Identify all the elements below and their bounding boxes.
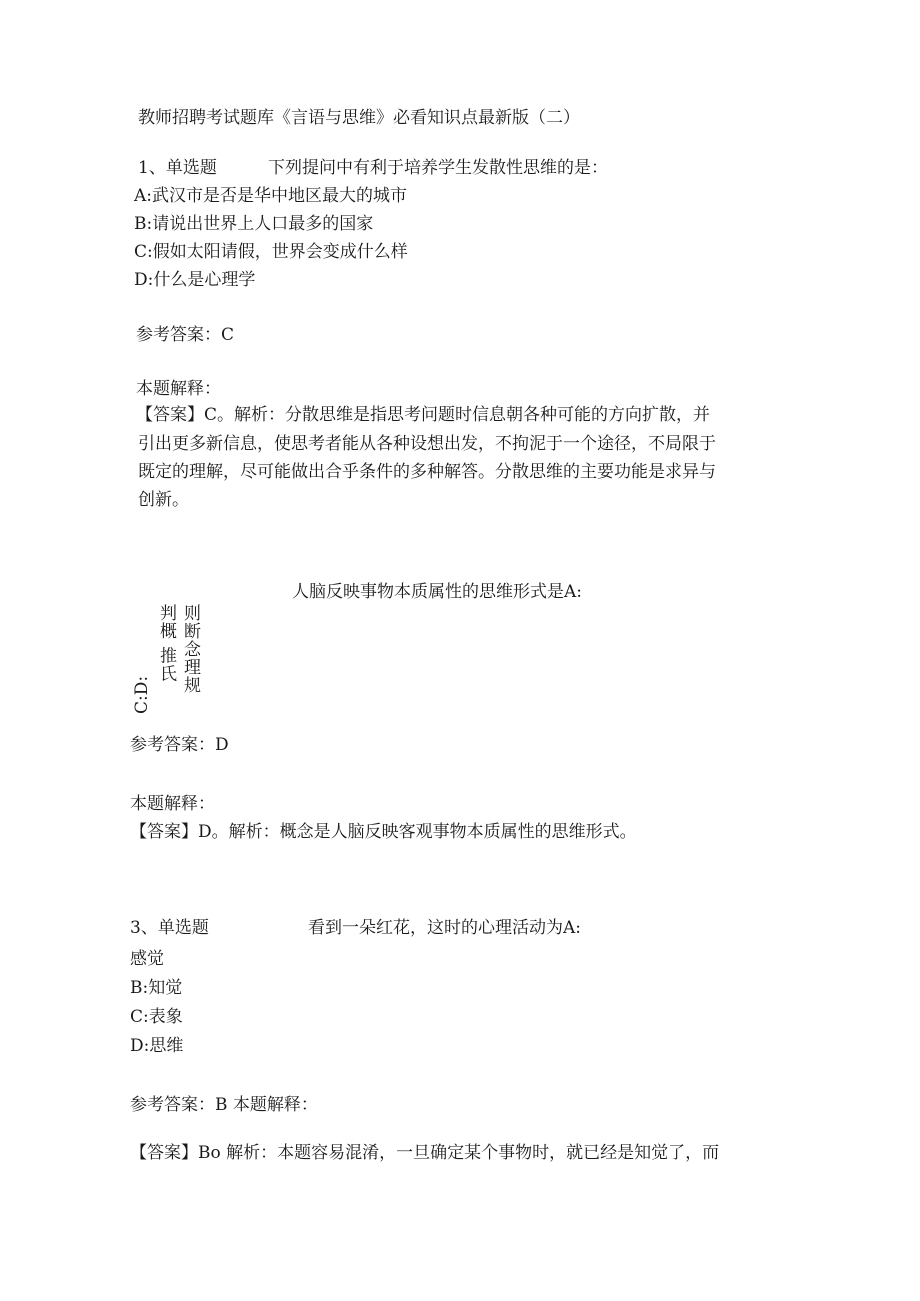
question-1-explain-label: 本题解释： [136, 379, 221, 399]
question-3-explain: 【答案】Bo 解析：本题容易混淆，一旦确定某个事物时，就已经是知觉了，而 [130, 1143, 720, 1163]
question-3-option-b: B:知觉 [130, 978, 183, 998]
vertical-option-labels: C:D: [132, 675, 152, 714]
question-3-answer: 参考答案：B 本题解释： [130, 1095, 318, 1115]
question-1-explain-line-3: 既定的理解，尽可能做出合乎条件的多种解答。分散思维的主要功能是求异与 [138, 462, 716, 482]
question-1-option-c: C:假如太阳请假，世界会变成什么样 [134, 242, 408, 262]
document-title: 教师招聘考试题库《言语与思维》必看知识点最新版（二） [138, 108, 580, 128]
question-2-explain-label: 本题解释： [130, 794, 215, 814]
question-2-stem: 人脑反映事物本质属性的思维形式是A: [292, 582, 583, 602]
question-1-option-a: A:武汉市是否是华中地区最大的城市 [134, 186, 408, 206]
question-1-explain-line-2: 引出更多新信息，使思考者能从各种设想出发，不拘泥于一个途径，不局限于 [138, 434, 716, 454]
question-1-header [138, 158, 608, 178]
question-1-answer: 参考答案：C [136, 325, 235, 345]
question-1-option-d: D:什么是心理学 [134, 270, 256, 290]
question-3-header [130, 918, 582, 938]
question-1-stem: 下列提问中有利于培养学生发散性思维的是： [268, 158, 608, 178]
question-1-explain-line-1: 【答案】C。解析：分散思维是指思考问题时信息朝各种可能的方向扩散，并 [136, 405, 711, 425]
question-3-number: 3、单选题 [130, 918, 209, 938]
question-3-option-d: D:思维 [130, 1036, 184, 1056]
vertical-text-column: 则断念理规 [180, 604, 200, 694]
question-1-explain-line-4: 创新。 [138, 490, 189, 510]
question-1-option-b: B:请说出世界上人口最多的国家 [134, 214, 374, 234]
question-3-option-a: 感觉 [130, 949, 164, 969]
question-1-number: 1、单选题 [138, 158, 217, 178]
vertical-text-column: 判概 推氏 [156, 604, 176, 683]
question-2-garbled-options [132, 604, 200, 714]
question-3-stem: 看到一朵红花，这时的心理活动为A: [308, 918, 582, 938]
question-2-answer: 参考答案：D [130, 735, 229, 755]
question-2-explain: 【答案】D。解析：概念是人脑反映客观事物本质属性的思维形式。 [130, 822, 637, 842]
question-3-option-c: C:表象 [130, 1007, 183, 1027]
